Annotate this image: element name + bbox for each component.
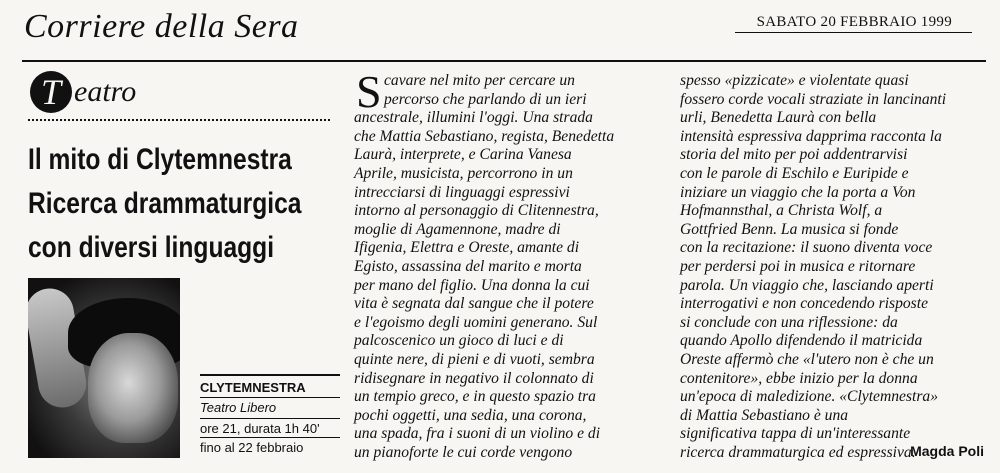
- masthead: Corriere della Sera: [24, 8, 299, 45]
- article-line: vita è segnata dal sangue che il potere: [354, 295, 594, 313]
- article-column-2: [680, 72, 946, 462]
- article-line: parola. Un viaggio che, lasciando aperti: [680, 276, 934, 294]
- show-dates: fino al 22 febbraio: [200, 440, 304, 455]
- article-line: ancestrale, illumini l'oggi. Una strada: [354, 109, 593, 127]
- article-line: cavare nel mito per cercare un: [384, 72, 575, 89]
- article-column-1: [354, 66, 615, 462]
- article-line: un pianoforte le cui corde vengono: [354, 443, 573, 461]
- article-line: un'epoca di maledizione. «Clytemnestra»: [680, 388, 938, 406]
- article-line: urli, Benedetta Laurà con bella: [680, 109, 877, 127]
- dotted-divider: [28, 119, 330, 121]
- header-rule: [22, 60, 986, 62]
- article-line: spesso «pizzicate» e violentate quasi: [680, 72, 909, 89]
- article-photo: [28, 278, 180, 458]
- article-line: Ifigenia, Elettra e Oreste, amante di: [354, 239, 580, 257]
- byline: Magda Poli: [910, 443, 984, 459]
- article-line: Egisto, assassina del marito e morta: [354, 257, 582, 275]
- article-line: moglie di Agamennone, madre di: [354, 220, 561, 238]
- article-line: di Mattia Sebastiano è una: [680, 406, 849, 424]
- article-line: Aprile, musicista, percorrono in un: [354, 164, 573, 182]
- show-info-box: [200, 374, 340, 456]
- dateline: SABATO 20 FEBBRAIO 1999: [756, 14, 952, 30]
- article-line: pochi oggetti, una sedia, una corona,: [354, 406, 587, 424]
- section-label: [30, 70, 136, 114]
- headline-line-2: Ricerca drammaturgica: [28, 187, 302, 220]
- section-initial: T: [30, 71, 72, 113]
- article-line: e l'egoismo degli uomini generano. Sul: [354, 313, 598, 331]
- article-line: con le parole di Eschilo e Euripide e: [680, 164, 909, 182]
- article-line: intorno al personaggio di Clitennestra,: [354, 202, 599, 220]
- article-line: Gottfried Benn. La musica si fonde: [680, 220, 899, 238]
- article-line: ricerca drammaturgica ed espressiva.: [680, 443, 916, 461]
- article-line: contenitore», ebbe inizio per la donna: [680, 369, 918, 387]
- article-line: fossero corde vocali straziate in lancinanti: [680, 90, 947, 108]
- article-line: con la recitazione: il suono diventa voce: [680, 239, 933, 257]
- article-line: iniziare un viaggio che la porta a Von: [680, 183, 916, 201]
- drop-cap: S: [356, 66, 382, 117]
- article-line: Hofmannsthal, a Christa Wolf, a: [680, 202, 883, 220]
- article-line: che Mattia Sebastiano, regista, Benedetta: [354, 127, 615, 145]
- article-line: quando Apollo difendendo il matricida: [680, 332, 923, 350]
- show-time: ore 21, durata 1h 40': [200, 421, 320, 436]
- show-title: CLYTEMNESTRA: [200, 380, 306, 395]
- article-line: significativa tappa di un'interessante: [680, 425, 911, 443]
- article-line: per mano del figlio. Una donna la cui: [354, 276, 590, 294]
- article-line: storia del mito per poi addentrarvisi: [680, 146, 908, 164]
- section-name: eatro: [74, 75, 137, 108]
- article-line: intrecciarsi di linguaggi espressivi: [354, 183, 570, 201]
- photo-face-shape: [88, 333, 178, 443]
- article-line: Laurà, interprete, e Carina Vanesa: [354, 146, 572, 164]
- article-line: ridisegnare in negativo il colonnato di: [354, 369, 594, 387]
- article-line: per perdersi poi in musica e ritornare: [680, 257, 916, 275]
- article-line: Oreste affermò che «l'utero non è che un: [680, 350, 934, 368]
- show-venue: Teatro Libero: [200, 400, 277, 415]
- article-line: palcoscenico un gioco di luci e di: [354, 332, 564, 350]
- article-line: un tempio greco, e in questo spazio tra: [354, 388, 596, 406]
- article-line: quinte nere, di pieni e di vuoti, sembra: [354, 350, 595, 368]
- headline: [28, 138, 302, 270]
- headline-line-1: Il mito di Clytemnestra: [28, 143, 292, 176]
- article-line: una spada, fra i suoni di un violino e di: [354, 425, 601, 443]
- article-line: si conclude con una riflessione: da: [680, 313, 898, 331]
- dateline-rule: [735, 32, 972, 33]
- article-line: intensità espressiva dapprima racconta la: [680, 127, 942, 145]
- article-line: interrogativi e non concedendo risposte: [680, 295, 929, 313]
- article-line: percorso che parlando di un ieri: [384, 90, 587, 108]
- headline-line-3: con diversi linguaggi: [28, 231, 275, 264]
